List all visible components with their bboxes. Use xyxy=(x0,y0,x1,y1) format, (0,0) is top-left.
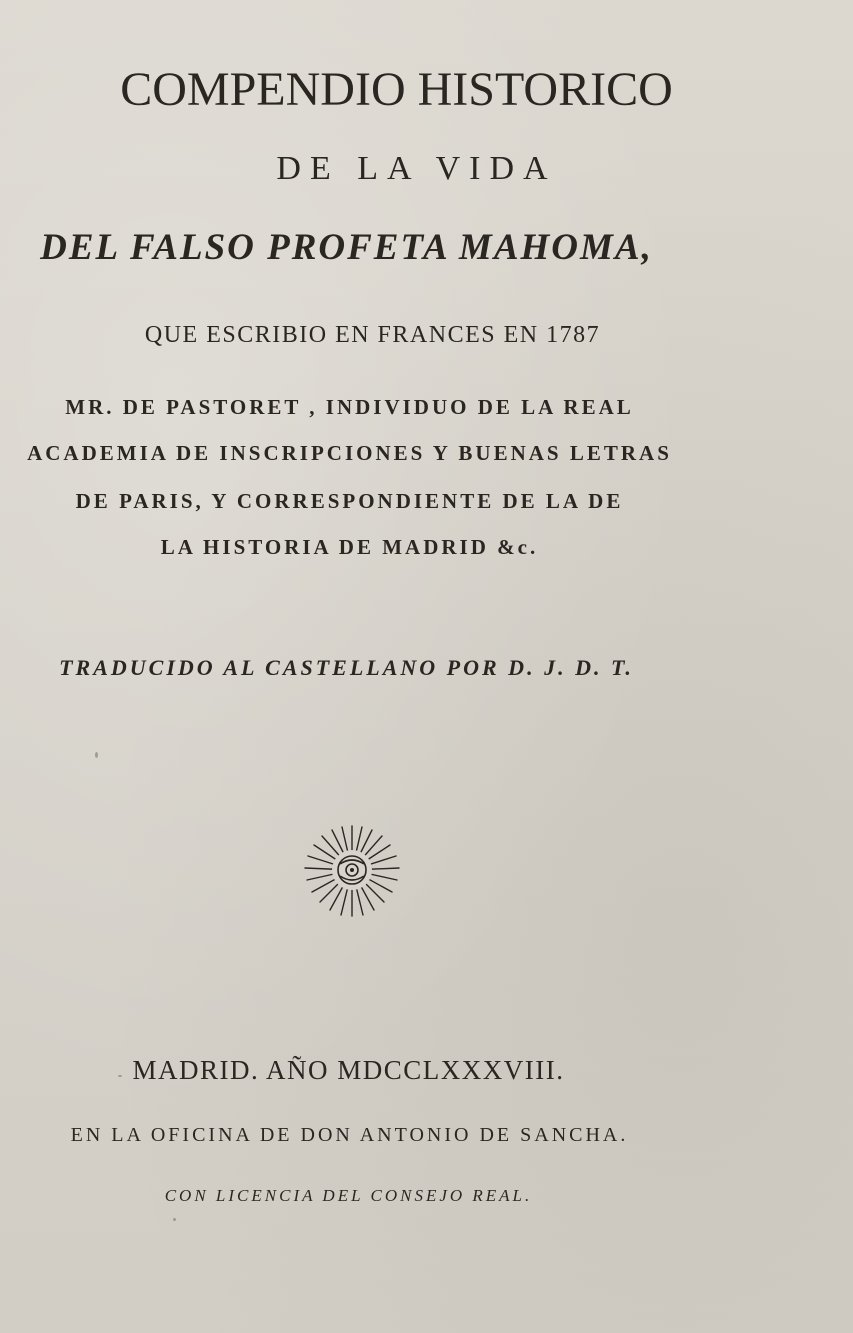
imprint-line: MADRID. AÑO MDCCLXXXVIII. xyxy=(132,1055,565,1085)
author-line-3: ACADEMIA DE INSCRIPCIONES Y BUENAS LETRAS xyxy=(27,441,672,465)
paper-speck xyxy=(118,1075,122,1077)
sunburst-ornament-icon xyxy=(300,820,405,920)
paper-speck xyxy=(95,752,98,758)
title-line-3: DEL FALSO PROFETA MAHOMA, xyxy=(40,227,653,268)
license-line: CON LICENCIA DEL CONSEJO REAL. xyxy=(164,1186,533,1205)
translator-line: TRADUCIDO AL CASTELLANO POR D. J. D. T. xyxy=(59,655,634,680)
author-line-1: QUE ESCRIBIO EN FRANCES EN 1787 xyxy=(144,322,601,348)
author-line-4: DE PARIS, Y CORRESPONDIENTE DE LA DE xyxy=(75,489,624,513)
paper-speck xyxy=(173,1218,176,1221)
printer-line: EN LA OFICINA DE DON ANTONIO DE SANCHA. xyxy=(70,1124,629,1146)
title-line-1: COMPENDIO HISTORICO xyxy=(120,63,673,116)
title-line-2: DE LA VIDA xyxy=(276,150,557,187)
author-line-5: LA HISTORIA DE MADRID &c. xyxy=(160,535,539,559)
author-line-2: MR. DE PASTORET , INDIVIDUO DE LA REAL xyxy=(65,395,634,419)
